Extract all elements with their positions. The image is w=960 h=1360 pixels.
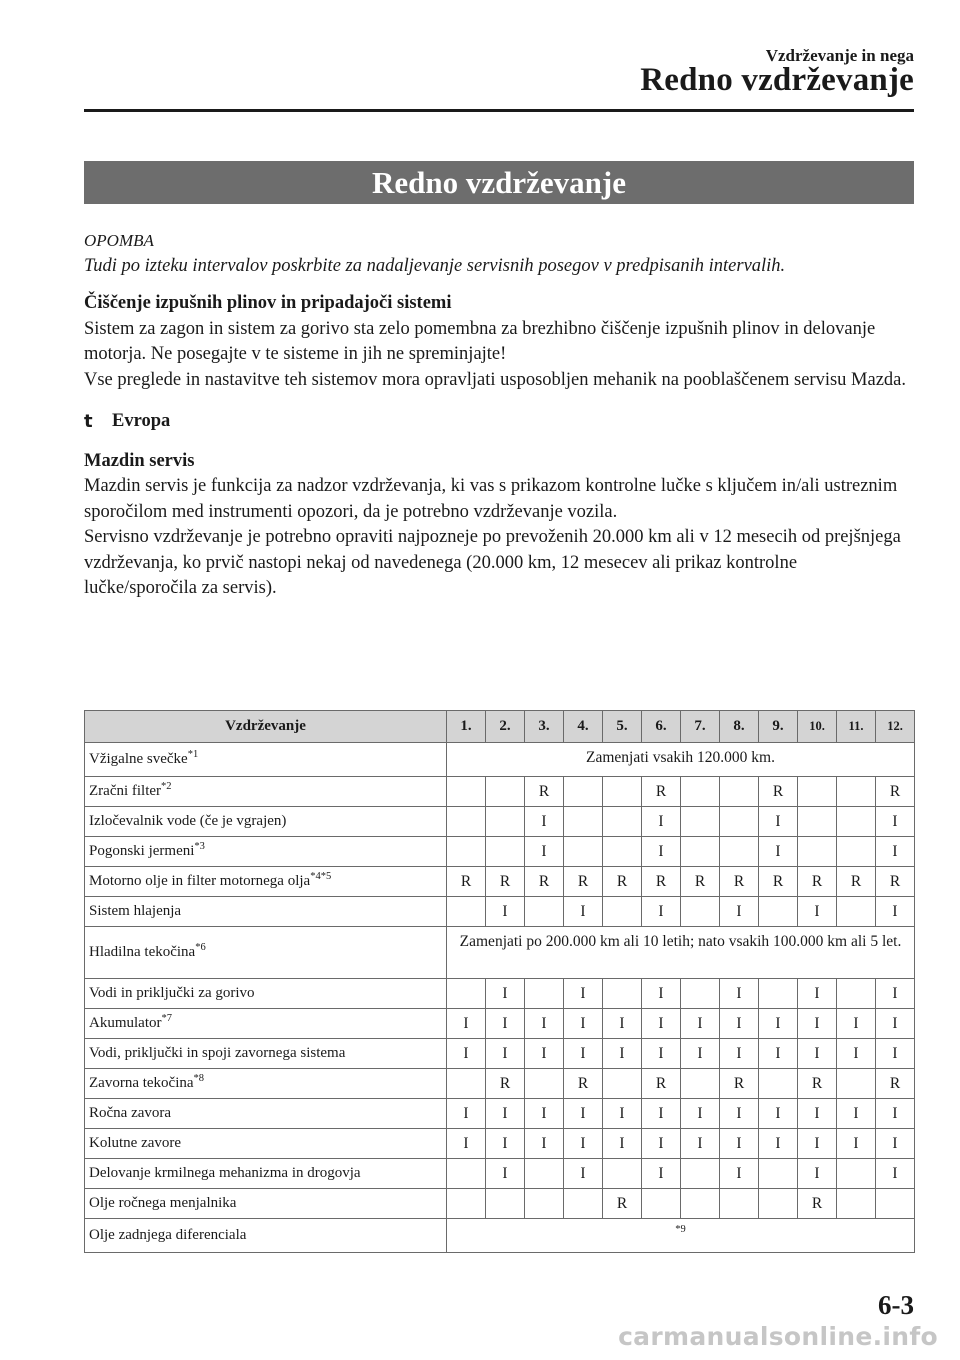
schedule-cell: I bbox=[564, 979, 603, 1009]
table-row bbox=[85, 1099, 915, 1129]
header-interval: 9. bbox=[759, 711, 798, 743]
schedule-cell: I bbox=[876, 897, 915, 927]
row-label-text: Kolutne zavore bbox=[89, 1135, 182, 1151]
schedule-cell: I bbox=[486, 1039, 525, 1069]
table-row bbox=[85, 777, 915, 807]
schedule-cell: I bbox=[720, 1159, 759, 1189]
schedule-cell bbox=[486, 837, 525, 867]
schedule-cell bbox=[837, 777, 876, 807]
service-paragraph-2: Servisno vzdrževanje je potrebno opraviti najpozneje po prevoženih 20.000 km ali v 12 mesecih od prejšnjega vzdrževanja, ko prvič nastopi nekaj od navedenega (20.000 km, 12 mesecev ali prikaz kontrolne lučke/sporočila za servis). bbox=[84, 527, 901, 598]
note-title: OPOMBA bbox=[84, 231, 154, 250]
service-heading: Mazdin servis bbox=[84, 450, 195, 471]
schedule-cell bbox=[447, 1189, 486, 1219]
footnote-ref: *4*5 bbox=[310, 871, 332, 882]
schedule-cell: R bbox=[798, 1069, 837, 1099]
schedule-cell: I bbox=[720, 1099, 759, 1129]
table-row bbox=[85, 1189, 915, 1219]
schedule-cell bbox=[603, 1159, 642, 1189]
schedule-cell: I bbox=[681, 1099, 720, 1129]
schedule-cell: R bbox=[642, 1069, 681, 1099]
header-rule bbox=[84, 109, 914, 112]
schedule-cell bbox=[603, 1069, 642, 1099]
schedule-cell bbox=[720, 807, 759, 837]
row-label bbox=[85, 1189, 447, 1219]
row-label bbox=[85, 979, 447, 1009]
footnote-ref: *2 bbox=[161, 781, 172, 792]
schedule-cell bbox=[447, 979, 486, 1009]
row-label-text: Akumulator bbox=[89, 1015, 162, 1031]
schedule-cell: I bbox=[876, 837, 915, 867]
schedule-cell bbox=[525, 1159, 564, 1189]
schedule-cell: I bbox=[876, 1009, 915, 1039]
table-header-row bbox=[85, 711, 915, 743]
header-interval: 5. bbox=[603, 711, 642, 743]
schedule-cell: I bbox=[876, 1039, 915, 1069]
row-label-text: Izločevalnik vode (če je vgrajen) bbox=[89, 813, 287, 829]
schedule-cell: I bbox=[837, 1009, 876, 1039]
schedule-cell bbox=[720, 777, 759, 807]
table-row bbox=[85, 927, 915, 979]
table-row bbox=[85, 1069, 915, 1099]
header-interval: 6. bbox=[642, 711, 681, 743]
region-heading bbox=[84, 409, 914, 435]
schedule-cell bbox=[759, 979, 798, 1009]
row-label-text: Olje zadnjega diferenciala bbox=[89, 1227, 247, 1243]
schedule-cell: I bbox=[447, 1099, 486, 1129]
chapter-title: Redno vzdrževanje bbox=[640, 62, 914, 98]
row-label bbox=[85, 867, 447, 897]
table-row bbox=[85, 1039, 915, 1069]
schedule-cell: I bbox=[642, 1159, 681, 1189]
table-row bbox=[85, 897, 915, 927]
page-title-banner: Redno vzdrževanje bbox=[84, 161, 914, 204]
row-label-text: Vodi in priključki za gorivo bbox=[89, 985, 255, 1001]
schedule-cell bbox=[447, 777, 486, 807]
schedule-cell bbox=[759, 1159, 798, 1189]
schedule-cell: I bbox=[798, 1129, 837, 1159]
schedule-cell: I bbox=[759, 837, 798, 867]
schedule-cell: R bbox=[720, 867, 759, 897]
schedule-cell bbox=[564, 807, 603, 837]
emission-heading: Čiščenje izpušnih plinov in pripadajoči sistemi bbox=[84, 293, 452, 313]
schedule-cell: I bbox=[720, 1129, 759, 1159]
schedule-cell bbox=[720, 837, 759, 867]
bullet-icon: t bbox=[84, 411, 93, 432]
schedule-span-cell: Zamenjati po 200.000 km ali 10 letih; nato vsakih 100.000 km ali 5 let. bbox=[447, 927, 915, 979]
table-row bbox=[85, 837, 915, 867]
schedule-cell: R bbox=[525, 777, 564, 807]
header-interval: 11. bbox=[837, 711, 876, 743]
header-item: Vzdrževanje bbox=[85, 711, 447, 743]
schedule-cell bbox=[447, 1069, 486, 1099]
schedule-cell: I bbox=[798, 897, 837, 927]
schedule-cell: I bbox=[486, 1099, 525, 1129]
schedule-cell bbox=[876, 1189, 915, 1219]
table-row bbox=[85, 867, 915, 897]
schedule-cell: I bbox=[447, 1129, 486, 1159]
header-interval: 10. bbox=[798, 711, 837, 743]
schedule-span-cell: Zamenjati vsakih 120.000 km. bbox=[447, 743, 915, 777]
row-label-text: Vodi, priključki in spoji zavornega sistema bbox=[89, 1045, 346, 1061]
row-label-text: Zračni filter bbox=[89, 783, 162, 799]
schedule-cell bbox=[759, 1069, 798, 1099]
schedule-cell bbox=[486, 1189, 525, 1219]
body-text bbox=[84, 228, 914, 602]
schedule-cell: I bbox=[642, 1039, 681, 1069]
row-label bbox=[85, 1159, 447, 1189]
region-label: Evropa bbox=[112, 411, 171, 431]
emission-paragraph-2: Vse preglede in nastavitve teh sistemov mora opravljati usposobljen mehanik na pooblaščenem servisu Mazda. bbox=[84, 369, 907, 390]
schedule-cell: I bbox=[642, 1099, 681, 1129]
schedule-cell: I bbox=[642, 1129, 681, 1159]
schedule-cell bbox=[720, 1189, 759, 1219]
table-row bbox=[85, 743, 915, 777]
header-interval: 4. bbox=[564, 711, 603, 743]
schedule-cell: I bbox=[759, 807, 798, 837]
schedule-cell bbox=[837, 1069, 876, 1099]
schedule-cell: I bbox=[798, 1159, 837, 1189]
schedule-cell bbox=[447, 1159, 486, 1189]
schedule-cell: I bbox=[447, 1039, 486, 1069]
schedule-cell: I bbox=[837, 1039, 876, 1069]
schedule-cell: I bbox=[642, 837, 681, 867]
schedule-cell bbox=[564, 1189, 603, 1219]
schedule-cell bbox=[603, 837, 642, 867]
schedule-cell bbox=[447, 897, 486, 927]
schedule-cell: R bbox=[603, 1189, 642, 1219]
page-number: 6-3 bbox=[878, 1290, 914, 1320]
schedule-cell bbox=[681, 837, 720, 867]
schedule-cell: R bbox=[447, 867, 486, 897]
schedule-cell: I bbox=[681, 1039, 720, 1069]
row-label-text: Ročna zavora bbox=[89, 1105, 172, 1121]
schedule-cell: I bbox=[642, 807, 681, 837]
schedule-cell bbox=[447, 807, 486, 837]
schedule-cell: I bbox=[876, 1129, 915, 1159]
schedule-cell bbox=[525, 897, 564, 927]
schedule-cell: I bbox=[603, 1099, 642, 1129]
header-interval: 12. bbox=[876, 711, 915, 743]
schedule-cell bbox=[681, 979, 720, 1009]
row-label bbox=[85, 897, 447, 927]
table-row bbox=[85, 1129, 915, 1159]
schedule-span-cell bbox=[447, 1219, 915, 1253]
schedule-cell: R bbox=[564, 1069, 603, 1099]
schedule-cell: R bbox=[876, 867, 915, 897]
schedule-cell: I bbox=[564, 1159, 603, 1189]
schedule-cell: I bbox=[486, 897, 525, 927]
schedule-cell: I bbox=[642, 897, 681, 927]
row-label-text: Pogonski jermeni bbox=[89, 843, 195, 859]
schedule-cell bbox=[681, 777, 720, 807]
schedule-cell bbox=[603, 897, 642, 927]
table-row bbox=[85, 1219, 915, 1253]
schedule-cell: R bbox=[486, 867, 525, 897]
schedule-cell: R bbox=[642, 867, 681, 897]
schedule-cell: I bbox=[681, 1129, 720, 1159]
schedule-cell: I bbox=[798, 979, 837, 1009]
footnote-ref: *6 bbox=[195, 942, 206, 953]
schedule-cell: I bbox=[603, 1039, 642, 1069]
schedule-cell bbox=[681, 1159, 720, 1189]
header-interval: 2. bbox=[486, 711, 525, 743]
schedule-cell: R bbox=[681, 867, 720, 897]
row-label-text: Delovanje krmilnega mehanizma in drogovja bbox=[89, 1165, 361, 1181]
footnote-ref: *7 bbox=[161, 1013, 172, 1024]
schedule-cell: I bbox=[564, 1099, 603, 1129]
table-row bbox=[85, 1009, 915, 1039]
row-label-text: Olje ročnega menjalnika bbox=[89, 1195, 237, 1211]
schedule-cell: I bbox=[486, 1009, 525, 1039]
schedule-cell: I bbox=[564, 1129, 603, 1159]
schedule-cell bbox=[525, 1189, 564, 1219]
row-label-text: Motorno olje in filter motornega olja bbox=[89, 873, 311, 889]
schedule-cell bbox=[681, 897, 720, 927]
schedule-cell: R bbox=[837, 867, 876, 897]
header-interval: 1. bbox=[447, 711, 486, 743]
schedule-cell bbox=[798, 837, 837, 867]
schedule-cell bbox=[642, 1189, 681, 1219]
row-label-text: Hladilna tekočina bbox=[89, 944, 196, 960]
schedule-cell: I bbox=[837, 1129, 876, 1159]
schedule-cell: I bbox=[681, 1009, 720, 1039]
row-label bbox=[85, 927, 447, 979]
schedule-cell bbox=[486, 807, 525, 837]
schedule-cell: I bbox=[564, 1039, 603, 1069]
emission-paragraph-1: Sistem za zagon in sistem za gorivo sta zelo pomembna za brezhibno čiščenje izpušnih plinov in delovanje motorja. Ne posegajte v te sisteme in jih ne spreminjajte! bbox=[84, 318, 876, 364]
schedule-cell bbox=[798, 807, 837, 837]
row-label bbox=[85, 837, 447, 867]
schedule-cell bbox=[759, 1189, 798, 1219]
schedule-cell: R bbox=[876, 1069, 915, 1099]
schedule-cell: R bbox=[642, 777, 681, 807]
schedule-cell: I bbox=[447, 1009, 486, 1039]
schedule-cell: I bbox=[525, 1129, 564, 1159]
schedule-cell: I bbox=[720, 1009, 759, 1039]
schedule-cell: R bbox=[876, 777, 915, 807]
row-label-text: Vžigalne svečke bbox=[89, 751, 188, 767]
watermark: carmanualsonline.info bbox=[618, 1322, 938, 1351]
schedule-cell bbox=[759, 897, 798, 927]
schedule-cell bbox=[447, 837, 486, 867]
schedule-cell: I bbox=[564, 897, 603, 927]
schedule-cell: I bbox=[837, 1099, 876, 1129]
schedule-cell: I bbox=[759, 1099, 798, 1129]
schedule-cell bbox=[603, 777, 642, 807]
schedule-cell: I bbox=[798, 1099, 837, 1129]
schedule-cell: I bbox=[876, 1159, 915, 1189]
schedule-cell: R bbox=[798, 1189, 837, 1219]
schedule-cell: I bbox=[642, 1009, 681, 1039]
schedule-cell: I bbox=[486, 979, 525, 1009]
schedule-cell: I bbox=[720, 1039, 759, 1069]
schedule-cell bbox=[681, 807, 720, 837]
note-text: Tudi po izteku intervalov poskrbite za nadaljevanje servisnih posegov v predpisanih intervalih. bbox=[84, 255, 786, 276]
footnote-ref: *8 bbox=[193, 1073, 205, 1084]
footnote-ref: *1 bbox=[187, 749, 199, 760]
schedule-cell: R bbox=[564, 867, 603, 897]
schedule-cell: I bbox=[759, 1039, 798, 1069]
row-label-text: Zavorna tekočina bbox=[89, 1075, 194, 1091]
header-interval: 7. bbox=[681, 711, 720, 743]
schedule-cell: R bbox=[798, 867, 837, 897]
schedule-cell bbox=[486, 777, 525, 807]
row-label bbox=[85, 1129, 447, 1159]
schedule-cell bbox=[837, 979, 876, 1009]
header-interval: 3. bbox=[525, 711, 564, 743]
maintenance-schedule-table bbox=[84, 710, 915, 1253]
schedule-cell: I bbox=[642, 979, 681, 1009]
row-label bbox=[85, 1099, 447, 1129]
row-label bbox=[85, 777, 447, 807]
footnote-ref: *3 bbox=[194, 841, 205, 852]
service-paragraph-1: Mazdin servis je funkcija za nadzor vzdrževanja, ki vas s prikazom kontrolne lučke s ključem in/ali ustreznim sporočilom med instrumenti opozori, da je potrebno vzdrževanje vozila. bbox=[84, 476, 898, 522]
row-label bbox=[85, 1039, 447, 1069]
schedule-cell: I bbox=[603, 1129, 642, 1159]
schedule-cell: I bbox=[720, 979, 759, 1009]
schedule-cell bbox=[564, 837, 603, 867]
schedule-cell: I bbox=[603, 1009, 642, 1039]
row-label-text: Sistem hlajenja bbox=[89, 903, 182, 919]
table-row bbox=[85, 1159, 915, 1189]
schedule-cell: R bbox=[486, 1069, 525, 1099]
schedule-cell: I bbox=[876, 979, 915, 1009]
schedule-cell: I bbox=[486, 1159, 525, 1189]
schedule-cell: I bbox=[525, 807, 564, 837]
schedule-cell: I bbox=[759, 1129, 798, 1159]
schedule-cell bbox=[837, 837, 876, 867]
schedule-cell: R bbox=[759, 777, 798, 807]
section-title: Vzdrževanje in nega bbox=[765, 46, 914, 65]
schedule-cell: I bbox=[525, 837, 564, 867]
schedule-cell bbox=[681, 1189, 720, 1219]
schedule-cell: I bbox=[486, 1129, 525, 1159]
schedule-cell bbox=[603, 979, 642, 1009]
row-label bbox=[85, 743, 447, 777]
schedule-cell bbox=[837, 807, 876, 837]
schedule-cell: I bbox=[759, 1009, 798, 1039]
row-label bbox=[85, 1219, 447, 1253]
row-label bbox=[85, 1069, 447, 1099]
schedule-cell bbox=[525, 1069, 564, 1099]
schedule-cell: I bbox=[525, 1039, 564, 1069]
schedule-cell bbox=[681, 1069, 720, 1099]
header-interval: 8. bbox=[720, 711, 759, 743]
schedule-cell bbox=[564, 777, 603, 807]
schedule-cell: I bbox=[798, 1039, 837, 1069]
schedule-cell bbox=[525, 979, 564, 1009]
schedule-cell: I bbox=[798, 1009, 837, 1039]
schedule-cell: I bbox=[720, 897, 759, 927]
schedule-cell bbox=[837, 1159, 876, 1189]
table-row bbox=[85, 979, 915, 1009]
schedule-cell: I bbox=[564, 1009, 603, 1039]
table-row bbox=[85, 807, 915, 837]
schedule-cell: I bbox=[876, 807, 915, 837]
row-label bbox=[85, 1009, 447, 1039]
schedule-cell: I bbox=[525, 1099, 564, 1129]
schedule-cell: R bbox=[720, 1069, 759, 1099]
schedule-cell bbox=[837, 1189, 876, 1219]
schedule-cell: I bbox=[876, 1099, 915, 1129]
schedule-cell bbox=[603, 807, 642, 837]
schedule-cell: R bbox=[759, 867, 798, 897]
schedule-cell bbox=[837, 897, 876, 927]
schedule-cell: R bbox=[603, 867, 642, 897]
schedule-cell: R bbox=[525, 867, 564, 897]
schedule-cell: I bbox=[525, 1009, 564, 1039]
row-label bbox=[85, 807, 447, 837]
schedule-cell bbox=[798, 777, 837, 807]
footnote-ref: *9 bbox=[675, 1224, 686, 1235]
